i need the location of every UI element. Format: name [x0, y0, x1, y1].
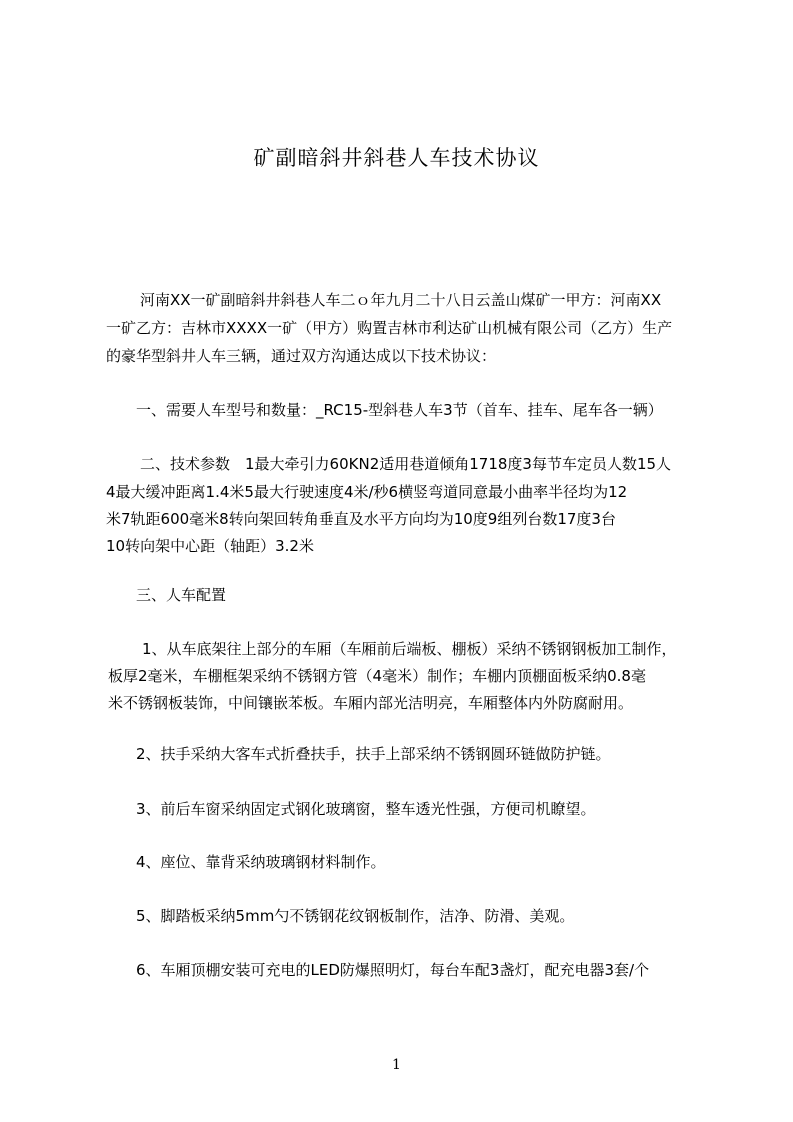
section-3-heading: 三、人车配置: [136, 586, 227, 604]
document-title: 矿副暗斜井斜巷人车技术协议: [253, 146, 540, 170]
item-1-line-3: 米不锈钢板装饰，中间镶嵌苯板。车厢内部光洁明亮，车厢整体内外防腐耐用。: [108, 694, 634, 712]
item-2-line: 2、扶手采纳大客车式折叠扶手，扶手上部采纳不锈钢圆环链做防护链。: [136, 745, 611, 763]
item-1-line-2: 板厚2毫米，车棚框架采纳不锈钢方管（4毫米）制作；车棚内顶棚面板采纳0.8毫: [108, 667, 646, 685]
item-3-line: 3、前后车窗采纳固定式钢化玻璃窗，整车透光性强，方便司机瞭望。: [136, 800, 596, 818]
section-2-line-3: 米7轨距600毫米8转向架回转角垂直及水平方向均为10度9组列台数17度3台: [106, 510, 616, 528]
section-1-line: 一、需要人车型号和数量：_RC15-型斜巷人车3节（首车、挂车、尾车各一辆）: [136, 401, 663, 419]
intro-line-3: 的豪华型斜井人车三辆，通过双方沟通达成以下技术协议：: [106, 347, 497, 365]
item-1-line-1: 1、从车底架往上部分的车厢（车厢前后端板、棚板）采纳不锈钢钢板加工制作，: [142, 640, 677, 658]
page-number: 1: [392, 1057, 401, 1073]
item-4-line: 4、座位、靠背采纳玻璃钢材料制作。: [136, 853, 386, 871]
intro-line-1: 河南XX一矿副暗斜井斜巷人车二ｏ年九月二十八日云盖山煤矿一甲方：河南XX: [140, 291, 662, 309]
item-6-line: 6、车厢顶棚安装可充电的LED防爆照明灯，每台车配3盏灯，配充电器3套/个: [136, 961, 650, 979]
section-2-line-2: 4最大缓冲距离1.4米5最大行驶速度4米/秒6横竖弯道同意最小曲率半径均为12: [106, 483, 628, 501]
section-2-line-4: 10转向架中心距（轴距）3.2米: [106, 537, 314, 555]
section-2-line-1: 二、技术参数 1最大牵引力60KN2适用巷道倾角1718度3每节车定员人数15人: [140, 455, 672, 473]
intro-line-2: 一矿乙方：吉林市XXXX一矿（甲方）购置吉林市利达矿山机械有限公司（乙方）生产: [106, 319, 673, 337]
item-5-line: 5、脚踏板采纳5mm勺不锈钢花纹钢板制作，洁净、防滑、美观。: [136, 907, 575, 925]
